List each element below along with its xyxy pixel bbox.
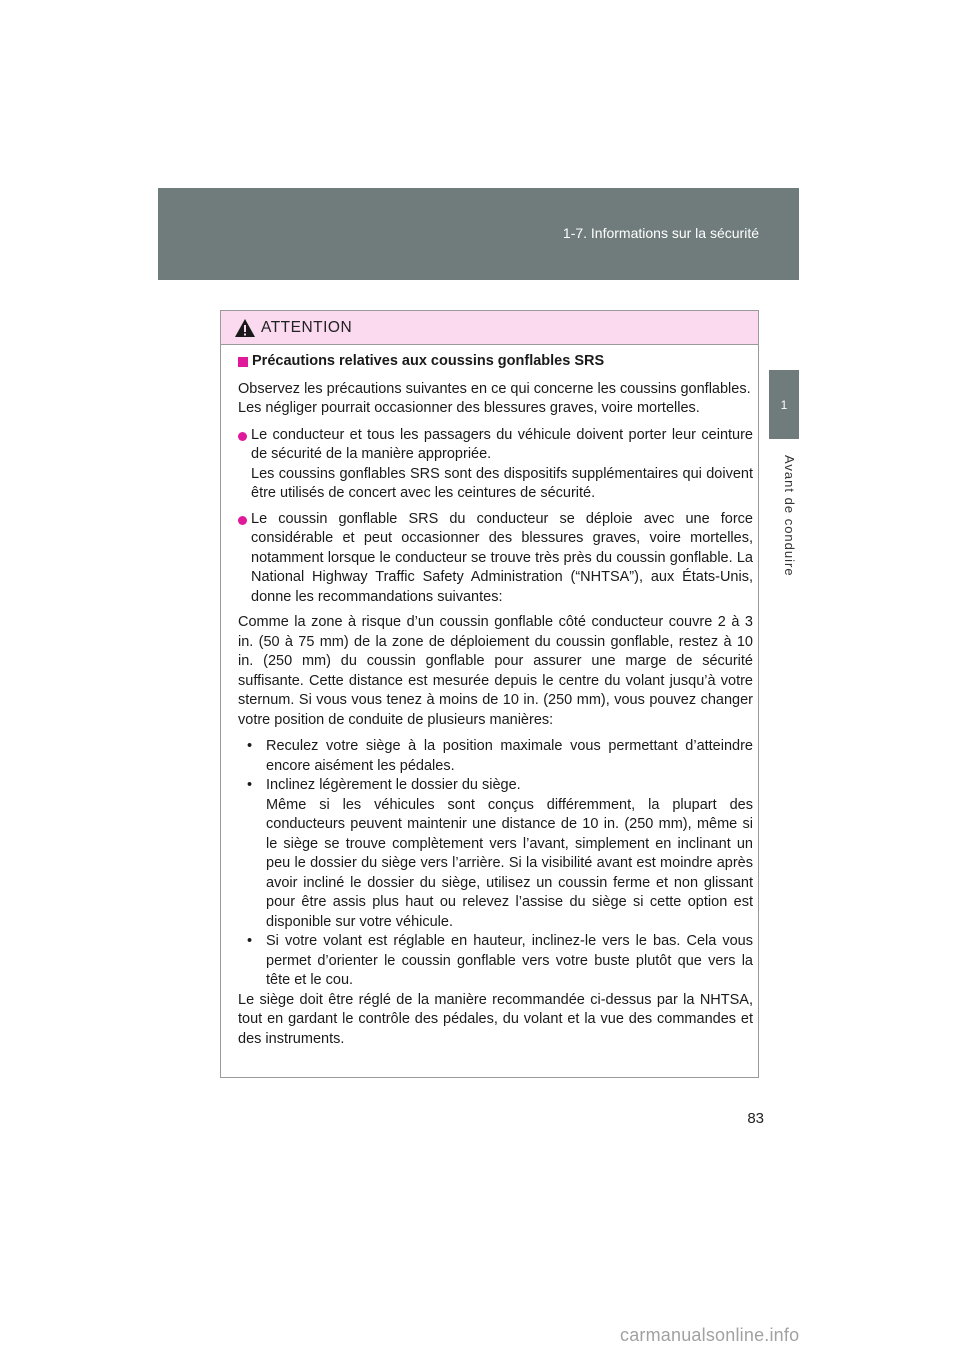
warning-box [220,310,759,1078]
bullet-item [238,426,753,504]
closing-paragraph: Le siège doit être réglé de la manière recommandée ci-dessus par la NHTSA, tout en gardant le contrôle des pédales, du volant et la vue des commandes et des instruments. [238,991,753,1047]
chapter-tab-number[interactable]: 1 [769,370,799,439]
chapter-tab-label: Avant de conduire [782,455,797,577]
intro-line-1: Observez les précautions suivantes en ce qui concerne les coussins gonflables. [238,380,751,397]
list-dot-icon: • [247,933,253,949]
intro-paragraph [238,380,753,419]
list-item [238,776,753,932]
warning-content [221,345,758,1049]
list-item-2-text: Inclinez légèrement le dossier du siège. [266,777,521,793]
bullet-item [238,510,753,608]
square-bullet-icon [238,357,248,367]
list-dot-icon: • [247,738,253,754]
intro-line-2: Les négliger pourrait occasionner des blessures graves, voire mortelles. [238,400,700,416]
bullet-1-line-2: Les coussins gonflables SRS sont des dispositifs supplémentaires qui doivent être utilisés de concert avec les ceintures de sécurité. [251,465,753,501]
watermark-link[interactable]: carmanualsonline.info [620,1325,800,1345]
bullet-1-line-1: Le conducteur et tous les passagers du véhicule doivent porter leur ceinture de sécurité de la manière appropriée. [251,426,753,462]
section-title-text: Précautions relatives aux coussins gonflables SRS [252,353,605,369]
list-item [238,737,753,776]
page-number: 83 [747,1110,764,1127]
list-item-3-text: Si votre volant est réglable en hauteur, inclinez-le vers le bas. Cela vous permet d’orienter le coussin gonflable vers votre buste plutôt que vers la tête et le cou. [266,933,753,988]
round-bullet-icon [238,516,247,525]
bullet-2-line-1: Le coussin gonflable SRS du conducteur se déploie avec une force considérable et peut occasionner des blessures graves, voire mortelles, notamment lorsque le conducteur se trouve très près du coussin gonflable. La National Highway Traffic Safety Administration (“NHTSA”), aux États-Unis, donne les recommandations suivantes: [251,510,753,605]
warning-header [221,311,758,345]
section-title [238,352,753,372]
header-band [158,188,799,280]
list-item-2-subtext: Même si les véhicules sont conçus différemment, la plupart des conducteurs peuvent maintenir une distance de 10 in. (250 mm), même si le siège se trouve complètement vers l’avant, simplement en inclinant un peu le dossier du siège vers l’arrière. Si la visibilité avant est moindre après avoir incliné le dossier du siège, utilisez un coussin ferme et non glissant pour être assis plus haut ou relevez l’assise du siège si cette option est disponible sur votre véhicule. [266,796,753,930]
round-bullet-icon [238,432,247,441]
warning-triangle-icon [234,318,256,338]
section-header-title: 1-7. Informations sur la sécurité [562,225,759,241]
list-item-1-text: Reculez votre siège à la position maximale vous permettant d’atteindre encore aisément les pédales. [266,738,753,774]
list-dot-icon: • [247,777,253,793]
warning-title: ATTENTION [261,319,353,336]
list-item [238,932,753,991]
body-paragraph: Comme la zone à risque d’un coussin gonflable côté conducteur couvre 2 à 3 in. (50 à 75 mm) de la zone de déploiement du coussin gonflable, restez à 10 in. (250 mm) du coussin gonflable pour assurer une marge de sécurité suffisante. Cette distance est mesurée depuis le centre du volant jusqu’à votre sternum. Si vous vous tenez à moins de 10 in. (250 mm), vous pouvez changer votre position de conduite de plusieurs manières: [238,614,753,728]
